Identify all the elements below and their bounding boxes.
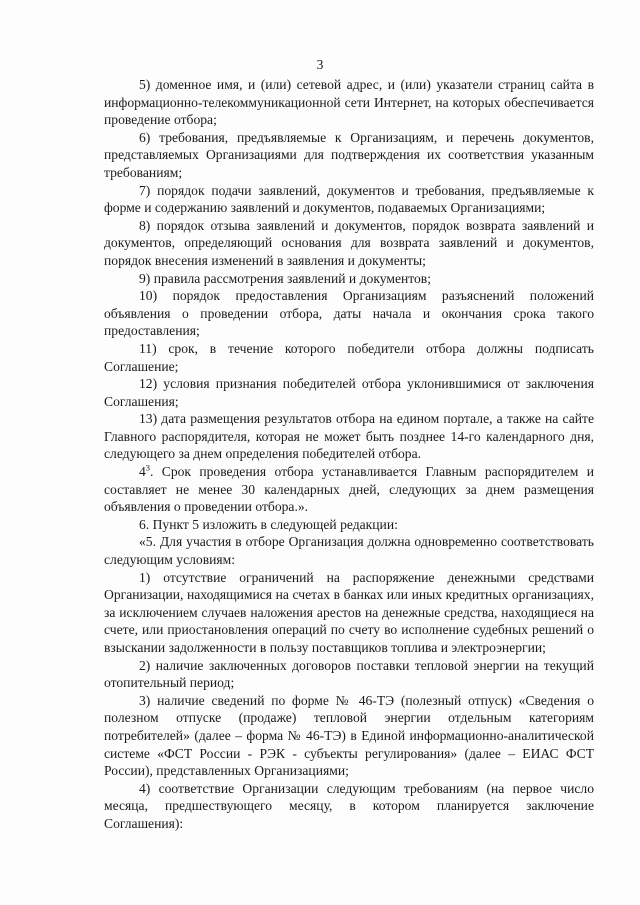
- paragraph-item-6: 6) требования, предъявляемые к Организациям, и перечень документов, представляемых Организациями для подтверждения их соответствия указанным требованиям;: [104, 129, 594, 180]
- document-body: [104, 76, 594, 833]
- paragraph-item-12: 12) условия признания победителей отбора уклонившимися от заключения Соглашения;: [104, 376, 594, 409]
- paragraph-condition-1: 1) отсутствие ограничений на распоряжение денежными средствами Организации, находящимися на счетах в банках или иных кредитных организациях, за исключением случаев наложения арестов на денежные средства, находящиеся на счете, или приостановления операций по счету во исполнение судебных решений о взыскании задолженности в пользу поставщиков топлива и электроэнергии;: [104, 569, 594, 655]
- paragraph-clause-4-3: [104, 463, 594, 516]
- paragraph-condition-2: 2) наличие заключенных договоров поставки тепловой энергии на текущий отопительный период;: [104, 657, 594, 691]
- clause-text: . Срок проведения отбора устанавливается Главным распорядителем и составляет не менее 30 календарных дней, следующих за днем размещения объявления о проведении отбора.».: [104, 464, 594, 515]
- paragraph-item-13: 13) дата размещения результатов отбора на едином портале, а также на сайте Главного распорядителя, которая не может быть позднее 14-го календарного дня, следующего за днем определения победителей отбора.: [104, 411, 594, 462]
- paragraph-condition-3: 3) наличие сведений по форме № 46-ТЭ (полезный отпуск) «Сведения о полезном отпуске (продаже) тепловой энергии отдельным категориям потребителей» (далее – форма № 46-ТЭ) в Единой информационно-аналитической системе «ФСТ России - РЭК - субъекты регулирования» (далее – ЕИАС ФСТ России), представленных Организациями;: [104, 692, 594, 779]
- paragraph-point-5-new: «5. Для участия в отборе Организация должна одновременно соответствовать следующим условиям:: [104, 534, 594, 568]
- paragraph-condition-4: 4) соответствие Организации следующим требованиям (на первое число месяца, предшествующего месяцу, в котором планируется заключение Соглашения):: [104, 780, 594, 831]
- page-number: 3: [316, 57, 324, 72]
- clause-superscript: 3: [145, 462, 151, 473]
- paragraph-item-8: 8) порядок отзыва заявлений и документов, порядок возврата заявлений и документов, определяющий основания для возврата заявлений и документов, порядок внесения изменений в заявления и документы;: [104, 217, 594, 268]
- paragraph-item-5: 5) доменное имя, и (или) сетевой адрес, и (или) указатели страниц сайта в информационно-телекоммуникационной сети Интернет, на которых обеспечивается проведение отбора;: [104, 77, 594, 128]
- paragraph-point-6: 6. Пункт 5 изложить в следующей редакции:: [139, 516, 398, 532]
- clause-number: 4: [139, 464, 146, 480]
- paragraph-item-7: 7) порядок подачи заявлений, документов и требования, предъявляемые к форме и содержанию заявлений и документов, подаваемых Организациями;: [104, 182, 594, 216]
- paragraph-item-10: 10) порядок предоставления Организациям разъяснений положений объявления о проведении отбора, даты начала и окончания срока такого предоставления;: [104, 288, 594, 339]
- paragraph-item-9: 9) правила рассмотрения заявлений и документов;: [139, 270, 432, 286]
- paragraph-item-11: 11) срок, в течение которого победители отбора должны подписать Соглашение;: [104, 340, 594, 374]
